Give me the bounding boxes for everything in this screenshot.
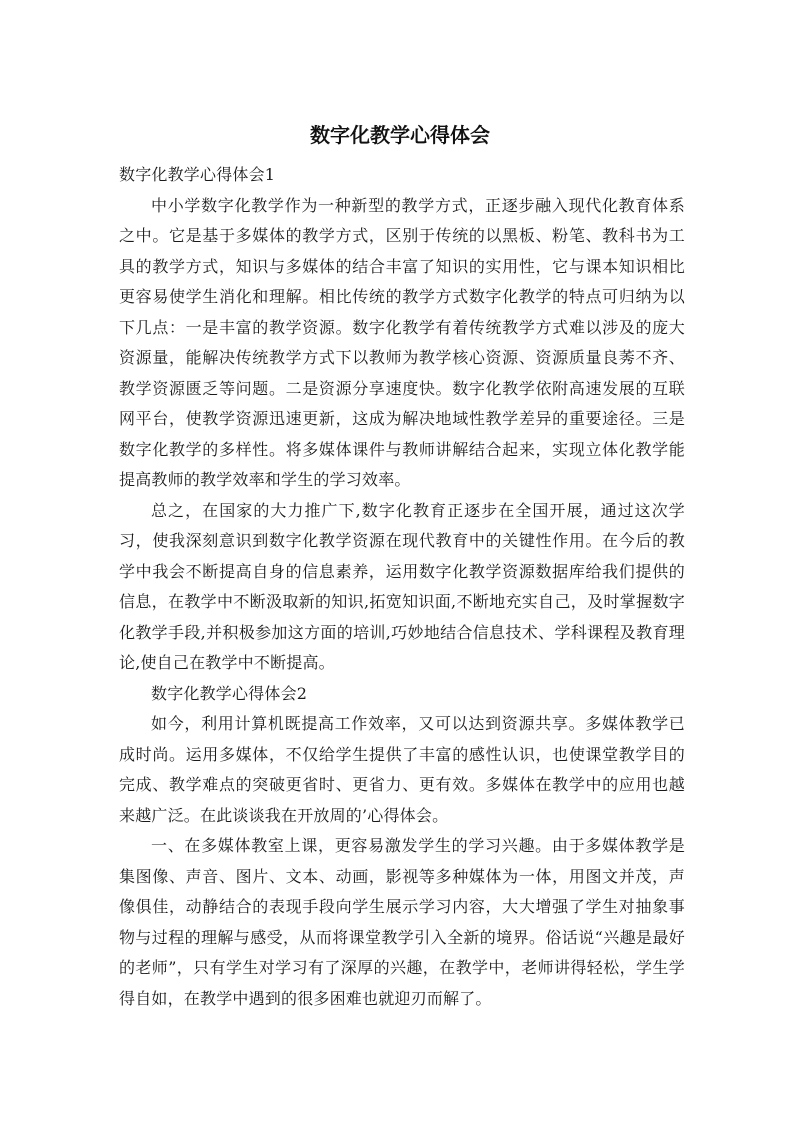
document-title: 数字化教学心得体会 xyxy=(310,123,490,147)
section-heading-2: 数字化教学心得体会2 xyxy=(151,683,308,703)
paragraph: 中小学数字化教学作为一种新型的教学方式，正逐步融入现代化教育体系之中。它是基于多媒体的教学方式，区别于传统的以黑板、粉笔、教科书为工具的教学方式，知识与多媒体的结合丰富了知识的实用性，它与课本知识相比更容易使学生消化和理解。相比传统的教学方式数字化教学的特点可归纳为以下几点：一是丰富的教学资源。数字化教学有着传统教学方式难以涉及的庞大资源量，能解决传统教学方式下以教师为教学核心资源、资源质量良莠不齐、教学资源匮乏等问题。二是资源分享速度快。数字化教学依附高速发展的互联网平台，使教学资源迅速更新，这成为解决地域性教学差异的重要途径。三是数字化教学的多样性。将多媒体课件与教师讲解结合起来，实现立体化教学能提高教师的教学效率和学生的学习效率。 xyxy=(119,195,685,489)
paragraph: 总之，在国家的大力推广下,数字化教育正逐步在全国开展，通过这次学习，使我深刻意识到数字化教学资源在现代教育中的关键性作用。在今后的教学中我会不断提高自身的信息素养，运用数字化教学资源数据库给我们提供的信息，在教学中不断汲取新的知识,拓宽知识面,不断地充实自己，及时掌握数字化教学手段,并积极参加这方面的培训,巧妙地结合信息技术、学科课程及教育理论,使自己在教学中不断提高。 xyxy=(119,500,685,672)
section-heading-1: 数字化教学心得体会1 xyxy=(119,165,276,184)
paragraph: 如今，利用计算机既提高工作效率，又可以达到资源共享。多媒体教学已成时尚。运用多媒体，不仅给学生提供了丰富的感性认识，也使课堂教学目的完成、教学难点的突破更省时、更省力、更有效。多媒体在教学中的应用也越来越广泛。在此谈谈我在开放周的’心得体会。 xyxy=(119,714,685,825)
paragraph: 一、在多媒体教室上课，更容易激发学生的学习兴趣。由于多媒体教学是集图像、声音、图片、文本、动画，影视等多种媒体为一体，用图文并茂，声像俱佳，动静结合的表现手段向学生展示学习内容，大大增强了学生对抽象事物与过程的理解与感受，从而将课堂教学引入全新的境界。俗话说“兴趣是最好的老师”，只有学生对学习有了深厚的兴趣，在教学中，老师讲得轻松，学生学得自如，在教学中遇到的很多困难也就迎刃而解了。 xyxy=(119,836,685,1008)
document-body xyxy=(119,160,685,1014)
